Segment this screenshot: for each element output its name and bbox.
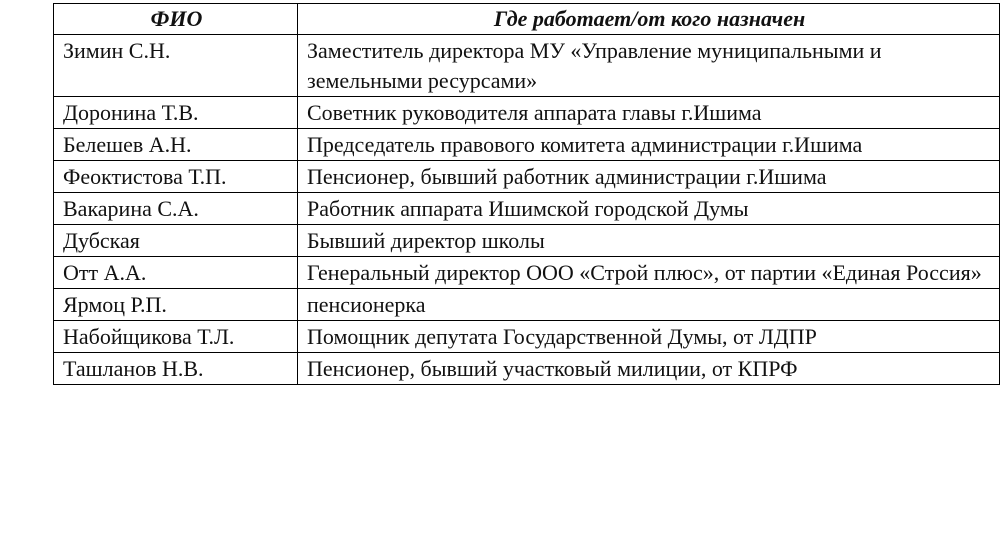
table-row [54,289,1000,321]
cell-workplace: Заместитель директора МУ «Управление муниципальными и земельными ресурсами» [298,35,1000,97]
cell-name: Феоктистова Т.П. [54,161,298,193]
cell-workplace: Пенсионер, бывший участковый милиции, от КПРФ [298,353,1000,385]
cell-name: Вакарина С.А. [54,193,298,225]
cell-workplace: Генеральный директор ООО «Строй плюс», от партии «Единая Россия» [298,257,1000,289]
cell-workplace: Пенсионер, бывший работник администрации г.Ишима [298,161,1000,193]
members-table [53,3,1000,385]
table-row [54,353,1000,385]
table-row [54,161,1000,193]
cell-workplace: Работник аппарата Ишимской городской Думы [298,193,1000,225]
cell-name: Белешев А.Н. [54,129,298,161]
table-row [54,97,1000,129]
cell-name: Отт А.А. [54,257,298,289]
cell-workplace: Бывший директор школы [298,225,1000,257]
cell-workplace: Председатель правового комитета администрации г.Ишима [298,129,1000,161]
cell-name: Доронина Т.В. [54,97,298,129]
header-workplace: Где работает/от кого назначен [298,4,1000,35]
table-row [54,129,1000,161]
table-row [54,193,1000,225]
table-row [54,225,1000,257]
cell-name: Зимин С.Н. [54,35,298,97]
cell-name: Ташланов Н.В. [54,353,298,385]
cell-workplace: Советник руководителя аппарата главы г.Ишима [298,97,1000,129]
cell-name: Ярмоц Р.П. [54,289,298,321]
cell-name: Набойщикова Т.Л. [54,321,298,353]
table-header-row [54,4,1000,35]
cell-name: Дубская [54,225,298,257]
table-row [54,35,1000,97]
cell-workplace: пенсионерка [298,289,1000,321]
table-row [54,321,1000,353]
table-row [54,257,1000,289]
header-name: ФИО [54,4,298,35]
cell-workplace: Помощник депутата Государственной Думы, от ЛДПР [298,321,1000,353]
